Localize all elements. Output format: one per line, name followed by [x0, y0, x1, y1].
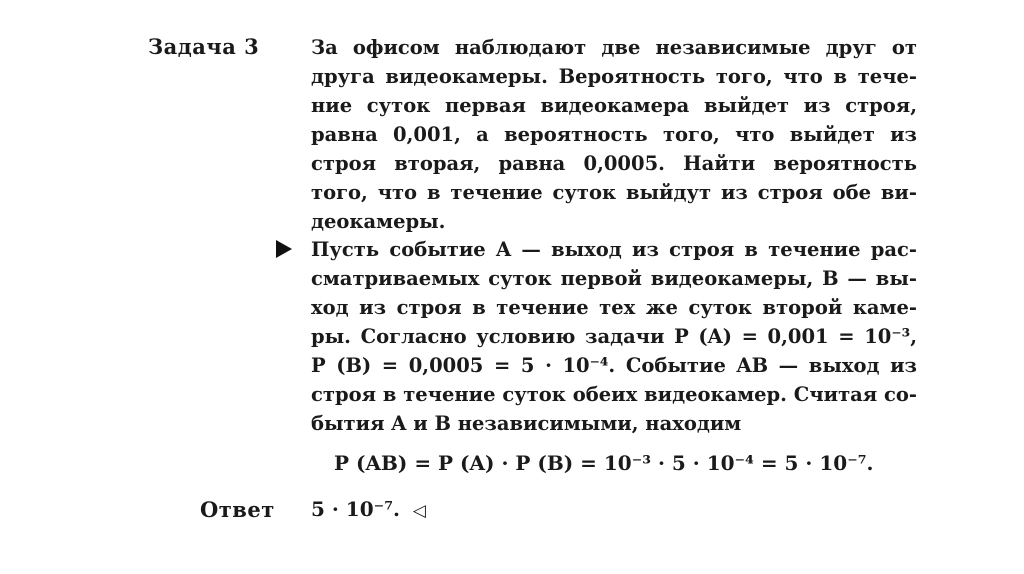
solution-line: бытия A и B независимыми, находим — [311, 412, 742, 435]
product-formula: P (AB) = P (A) · P (B) = 10⁻³ · 5 · 10⁻⁴ = 5 · 10⁻⁷. — [334, 451, 874, 475]
play-triangle-icon — [276, 240, 292, 258]
problem-line: деокамеры. — [311, 210, 446, 233]
answer-row — [311, 495, 426, 526]
solution-line: сматриваемых суток первой видеокамеры, B — вы- — [311, 267, 917, 290]
solution-text — [311, 235, 917, 438]
task-label: Задача 3 — [148, 34, 260, 59]
problem-line: того, что в течение суток выйдут из строя обе ви- — [311, 181, 917, 204]
answer-value: 5 · 10⁻⁷. — [311, 497, 400, 521]
problem-line: строя вторая, равна 0,0005. Найти вероятность — [311, 152, 917, 175]
end-of-solution-icon: ◁ — [412, 501, 426, 521]
solution-line: P (B) = 0,0005 = 5 · 10⁻⁴. Событие AB — выход из — [311, 354, 917, 377]
problem-line: равна 0,001, а вероятность того, что выйдет из — [311, 123, 917, 146]
solution-line: ход из строя в течение тех же суток второй каме- — [311, 296, 917, 319]
solution-line: Пусть событие A — выход из строя в течение рас- — [311, 238, 917, 261]
problem-line: ние суток первая видеокамера выйдет из строя, — [311, 94, 917, 117]
problem-line: друга видеокамеры. Вероятность того, что в тече- — [311, 65, 917, 88]
solution-line: строя в течение суток обеих видеокамер. Считая со- — [311, 383, 917, 406]
problem-statement — [311, 33, 917, 236]
problem-line: За офисом наблюдают две независимые друг от — [311, 36, 917, 59]
answer-label: Ответ — [200, 497, 275, 522]
solution-line: ры. Согласно условию задачи P (A) = 0,001 = 10⁻³, — [311, 325, 917, 348]
